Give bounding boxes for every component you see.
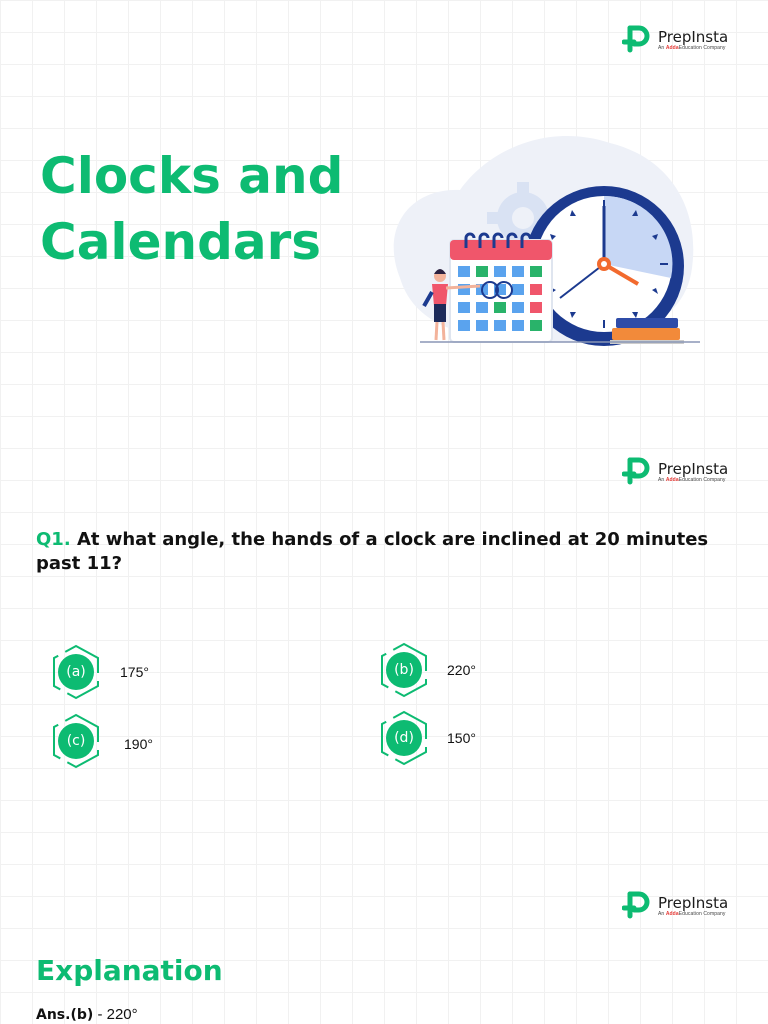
logo-tagline: An AddaEducation Company [658, 476, 726, 483]
prepinsta-logo-icon [622, 890, 654, 922]
title-slide [0, 0, 768, 432]
answer-value: - 220° [93, 1006, 138, 1023]
explanation-heading: Explanation [36, 954, 223, 987]
answer-label: Ans.(b) [36, 1007, 94, 1023]
explanation-slide [0, 864, 768, 1024]
option-label: (d) [394, 730, 414, 746]
title-line-2: Calendars [40, 213, 322, 271]
question-text [36, 528, 736, 576]
prepinsta-logo-icon [622, 24, 654, 56]
clock-calendar-illustration [380, 128, 710, 352]
question-number: Q1. [36, 529, 71, 550]
page-title [40, 143, 343, 275]
option-c[interactable] [50, 713, 153, 769]
option-a[interactable] [50, 644, 149, 700]
title-line-1: Clocks and [40, 147, 344, 205]
question-slide [0, 432, 768, 864]
logo-name: PrepInsta [658, 27, 729, 46]
option-label: (c) [66, 733, 86, 749]
question-body: At what angle, the hands of a clock are inclined at 20 minutes past 11? [36, 529, 709, 574]
option-d[interactable] [378, 710, 476, 766]
option-badge [50, 644, 102, 700]
option-text: 220° [447, 662, 476, 678]
books-icon [610, 318, 684, 344]
logo-name: PrepInsta [658, 459, 729, 478]
logo-tagline: An AddaEducation Company [658, 44, 726, 51]
option-b[interactable] [378, 642, 476, 698]
prepinsta-logo [622, 890, 728, 922]
prepinsta-logo-icon [622, 456, 654, 488]
prepinsta-logo [622, 456, 728, 488]
option-badge [378, 642, 430, 698]
option-badge [50, 713, 102, 769]
logo-tagline: An AddaEducation Company [658, 910, 726, 917]
option-badge [378, 710, 430, 766]
option-text: 150° [447, 730, 476, 746]
option-text: 190° [124, 736, 153, 752]
answer-line [36, 1006, 138, 1023]
option-label: (b) [394, 662, 414, 678]
logo-name: PrepInsta [658, 893, 729, 912]
option-label: (a) [66, 664, 86, 680]
option-text: 175° [120, 664, 149, 680]
prepinsta-logo [622, 24, 728, 56]
